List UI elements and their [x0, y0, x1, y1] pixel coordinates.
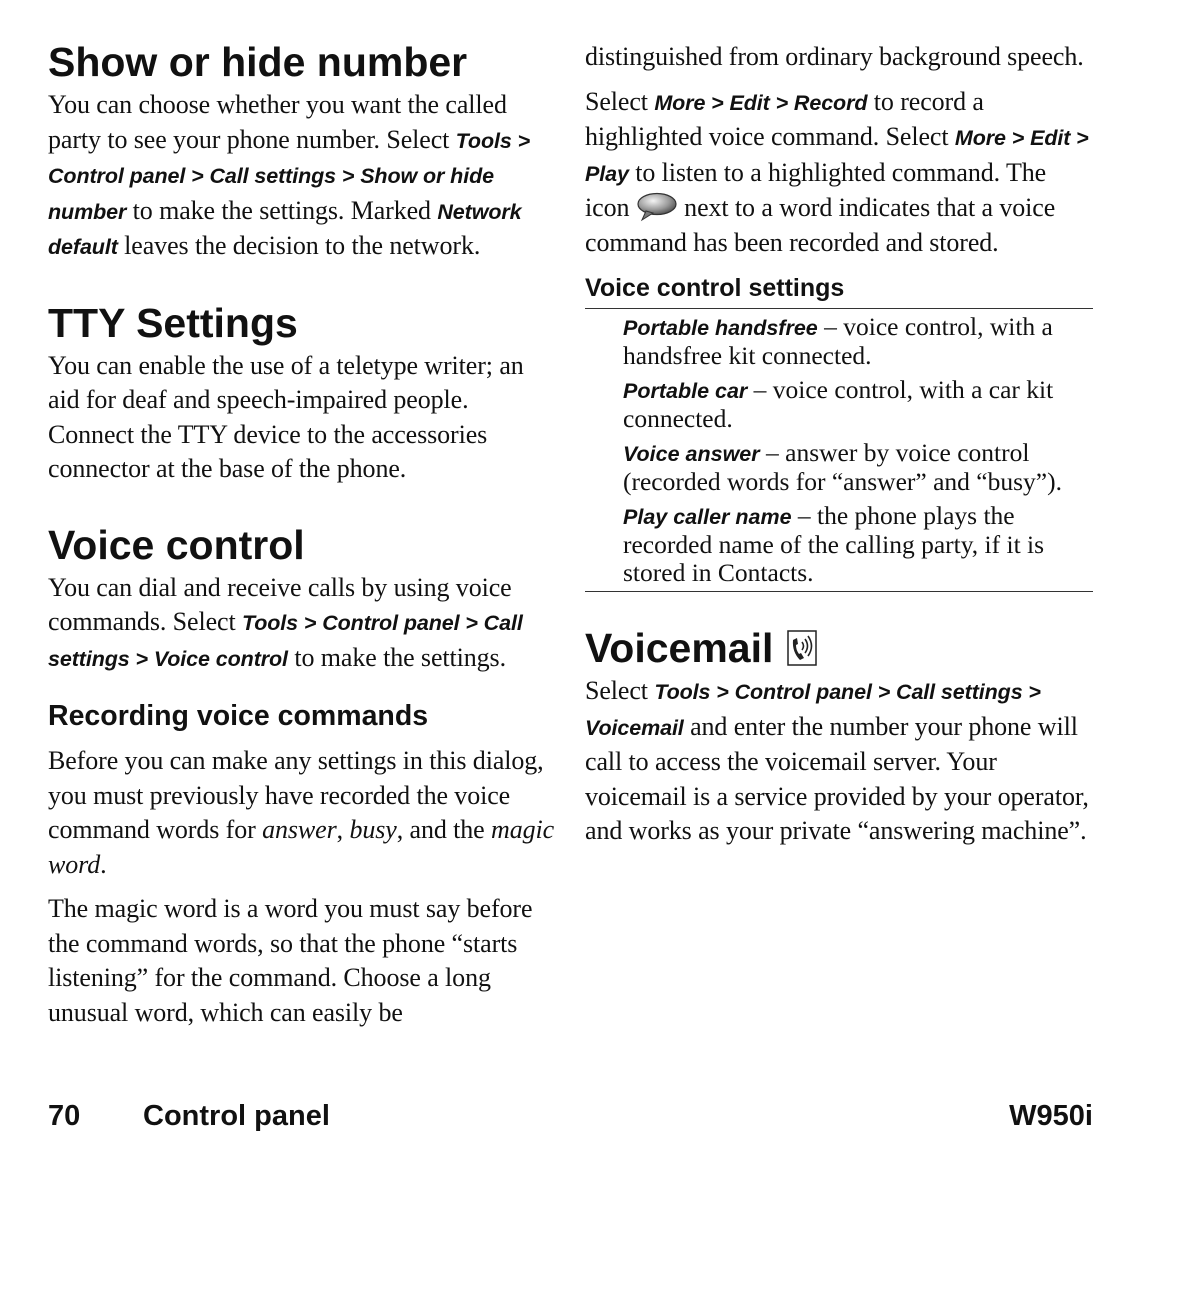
show-hide-paragraph: [48, 88, 556, 265]
text: Before you can make any settings in this dialog, you must previously have recorded the voice command words for: [48, 746, 544, 844]
voicemail-paragraph: [585, 674, 1093, 849]
setting-description: – answer by voice control (recorded words for “answer” and “busy”).: [623, 438, 1062, 496]
heading-voice-control: Voice control: [48, 521, 305, 568]
menu-path: Tools > Control panel > Call settings > Voice control: [48, 611, 523, 671]
page-number: 70: [48, 1100, 81, 1132]
model-name: W950i: [1009, 1100, 1093, 1132]
word-answer: answer: [262, 815, 337, 844]
setting-description: – voice control, with a car kit connected.: [623, 375, 1054, 433]
text: to make the settings. Marked: [126, 195, 438, 225]
text: ,: [336, 815, 350, 844]
text: You can choose whether you want the called party to see your phone number. Select: [48, 90, 507, 154]
recording-paragraph-1: [48, 744, 556, 882]
text: , and the: [396, 815, 492, 844]
speech-bubble-icon: [636, 192, 678, 222]
voice-control-paragraph: [48, 571, 556, 677]
record-play-paragraph: [585, 85, 1093, 261]
text: leaves the decision to the network.: [117, 231, 481, 260]
right-column: [585, 40, 1093, 849]
menu-path: More > Edit > Record: [654, 90, 868, 115]
voice-control-settings-title: Voice control settings: [585, 274, 845, 302]
text: next to a word indicates that a voice command has been recorded and stored.: [585, 193, 1056, 257]
heading-show-or-hide-number: Show or hide number: [48, 39, 468, 85]
text: to listen to a highlighted command. The icon: [585, 157, 1047, 222]
word-magic: magic word: [48, 815, 555, 879]
text: to make the settings.: [287, 642, 506, 672]
heading-voicemail: Voicemail: [585, 625, 774, 671]
continued-paragraph: distinguished from ordinary background speech.: [585, 42, 1084, 71]
voicemail-heading: [585, 622, 1093, 674]
setting-term: Voice answer: [623, 442, 760, 466]
setting-term: Portable handsfree: [623, 316, 818, 340]
page-footer: [48, 1100, 1093, 1136]
menu-path: Tools > Control panel > Call settings > Show or hide number: [48, 128, 531, 224]
heading-recording-voice-commands: Recording voice commands: [48, 700, 429, 732]
tty-paragraph: You can enable the use of a teletype writer; an aid for deaf and speech-impaired people. Connect the TTY device to the accessories connector at the base of the phone.: [48, 350, 524, 483]
voicemail-icon: [787, 630, 817, 666]
text: Select: [585, 86, 655, 116]
setting-row: [623, 313, 1093, 370]
setting-row: [623, 376, 1093, 433]
section-name: Control panel: [143, 1100, 330, 1132]
menu-path: Tools > Control panel > Call settings > Voicemail: [585, 680, 1041, 740]
text: .: [100, 849, 107, 879]
text: Select: [585, 676, 655, 705]
menu-path: More > Edit > Play: [585, 126, 1089, 186]
heading-tty-settings: TTY Settings: [48, 299, 298, 346]
setting-row: [623, 439, 1093, 496]
setting-term: Play caller name: [623, 505, 792, 529]
text: You can dial and receive calls by using voice commands. Select: [48, 572, 512, 636]
setting-row: [623, 502, 1093, 587]
setting-description: – voice control, with a handsfree kit connected.: [623, 312, 1053, 370]
recording-paragraph-2: The magic word is a word you must say before the command words, so that the phone “starts listening” for the command. Choose a long unusual word, which can easily be: [48, 894, 533, 1027]
settings-table: [585, 308, 1093, 592]
left-column: [48, 36, 556, 1030]
option-name: Network default: [48, 199, 522, 259]
setting-description: – the phone plays the recorded name of the calling party, if it is stored in Contacts.: [623, 501, 1045, 587]
text: to record a highlighted voice command. Select: [585, 86, 984, 151]
text: and enter the number your phone will call to access the voicemail server. Your voicemail is a service provided by your operator, and works as your private “answering machine”.: [585, 711, 1089, 845]
word-busy: busy: [349, 815, 397, 844]
setting-term: Portable car: [623, 379, 748, 403]
